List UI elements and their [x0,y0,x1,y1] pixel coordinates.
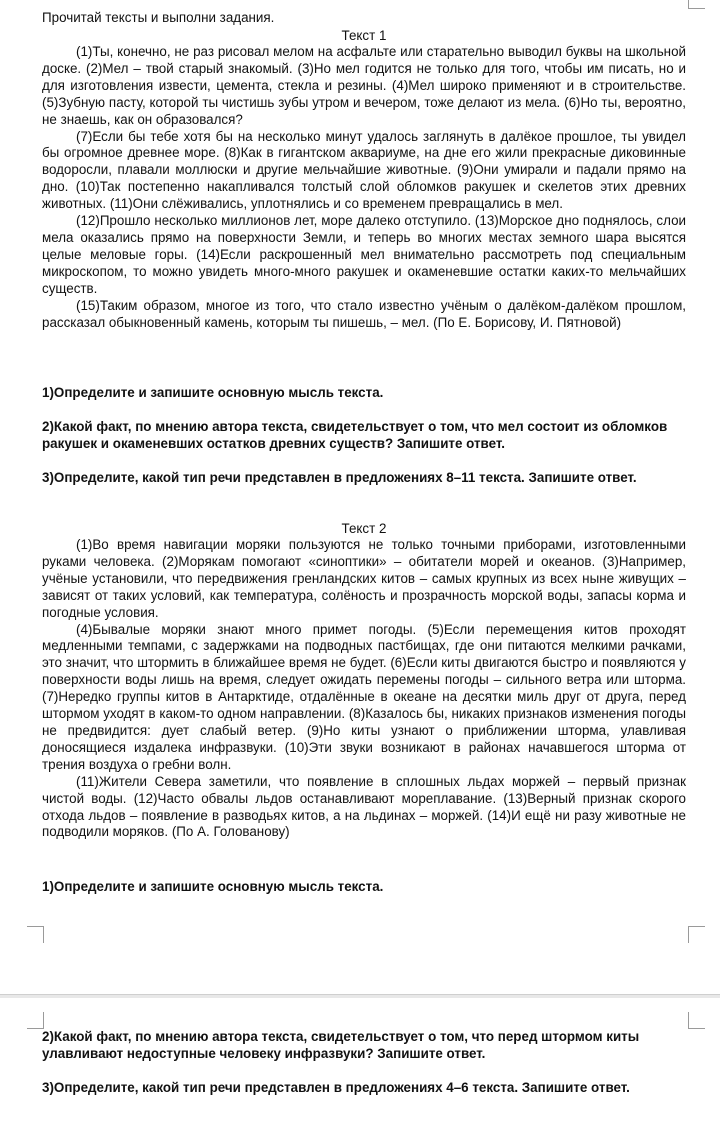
text-1-paragraph: (7)Если бы тебе хотя бы на несколько минут удалось заглянуть в далёкое прошлое, ты увидел бы огромное древнее море. (8)Как в гигантском аквариуме, на дне его жили прекрасные диковинные водоросли, плавали моллюски и другие мельчайшие животные. (9)Они умирали и падали прямо на дно. (10)Так постепенно накапливался толстый слой обломков ракушек и скелетов этих древних животных. (11)Они слёживались, уплотнялись и со временем превращались в мел. [42,128,686,212]
page-2 [0,998,720,1122]
instruction: Прочитай тексты и выполни задания. [42,10,275,25]
crop-mark [688,926,705,943]
text-2-title: Текст 2 [341,521,387,536]
crop-mark [688,0,705,9]
text-1-question-3: 3)Определите, какой тип речи представлен в предложениях 8–11 текста. Запишите ответ. [42,470,637,485]
text-2-question-3: 3)Определите, какой тип речи представлен в предложениях 4–6 текста. Запишите ответ. [42,1080,630,1095]
text-1-question-2: 2)Какой факт, по мнению автора текста, свидетельствует о том, что мел состоит из обломков ракушек и окаменевших остатков древних существ? Запишите ответ. [42,419,668,451]
text-1-title: Текст 1 [341,28,387,43]
crop-mark [688,1012,705,1029]
text-2-question-2: 2)Какой факт, по мнению автора текста, свидетельствует о том, что перед штормом киты улавливают недоступные человеку инфразвуки? Запишите ответ. [42,1029,640,1061]
text-2-paragraph: (11)Жители Севера заметили, что появление в сплошных льдах моржей – первый признак чистой воды. (12)Часто обвалы льдов останавливают мореплавание. (13)Верный признак скорого отхода льдов – появление в разводьях китов, а на льдинах – моржей. (14)И ещё ни разу животные не подводили моряков. (По А. Голованову) [42,773,686,840]
text-2-paragraph: (4)Бывалые моряки знают много примет погоды. (5)Если перемещения китов проходят медленными темпами, с задержками на подводных пастбищах, где они питаются мелкими рачками, это значит, что штормить в ближайшее время не будет. (6)Если киты двигаются быстро и появляются у поверхности воды лишь на время, следует ожидать перемены погоды – сильного ветра или шторма. (7)Нередко группы китов в Антарктиде, отдалённые в океане на десятки миль друг от друга, перед штормом уходят в каком-то одном направлении. (8)Казалось бы, никаких признаков изменения погоды не предвидится: дует слабый ветер. (9)Но киты узнают о приближении шторма, улавливая доносящиеся издалека инфразвуки. (10)Эти звуки возникают в районах начавшегося шторма от трения воздуха о гребни волн. [42,621,686,772]
text-2-question-1: 1)Определите и запишите основную мысль текста. [42,879,384,894]
text-1-paragraph: (15)Таким образом, многое из того, что стало известно учёным о далёком-далёком прошлом, рассказал обыкновенный камень, которым ты пишешь, – мел. (По Е. Борисову, И. Пятновой) [42,297,686,330]
text-1-paragraph: (12)Прошло несколько миллионов лет, море далеко отступило. (13)Морское дно поднялось, слои мела оказались прямо на поверхности Земли, и теперь во многих местах земного шара высятся целые меловые горы. (14)Если раскрошенный мел внимательно рассмотреть под специальным микроскопом, то можно увидеть много-много ракушек и окаменевшие остатки каких-то мельчайших существ. [42,213,686,296]
text-2-block [42,520,686,841]
text-1-question-1: 1)Определите и запишите основную мысль текста. [42,385,384,400]
crop-mark [27,1012,44,1029]
text-2-paragraph: (1)Во время навигации моряки пользуются не только точными приборами, изготовленными руками человека. (2)Морякам помогают «синоптики» – обитатели морей и океанов. (3)Например, учёные установили, что передвижения гренландских китов – самых крупных из всех ныне живущих – зависят от таких условий, как температура, солёность и прозрачность морской воды, запасы корма и погодные условия. [42,537,686,620]
crop-mark [27,926,44,943]
text-1-paragraph: (1)Ты, конечно, не раз рисовал мелом на асфальте или старательно выводил буквы на школьной доске. (2)Мел – твой старый знакомый. (3)Но мел годится не только для того, чтобы им писать, но и для изготовления извести, цемента, стекла и резины. (4)Мел широко применяют и в строительстве. (5)Зубную пасту, которой ты чистишь зубы утром и вечером, тоже делают из мела. (6)Но ты, вероятно, не знаешь, как он образовался? [42,44,686,127]
text-1-block [42,27,686,331]
